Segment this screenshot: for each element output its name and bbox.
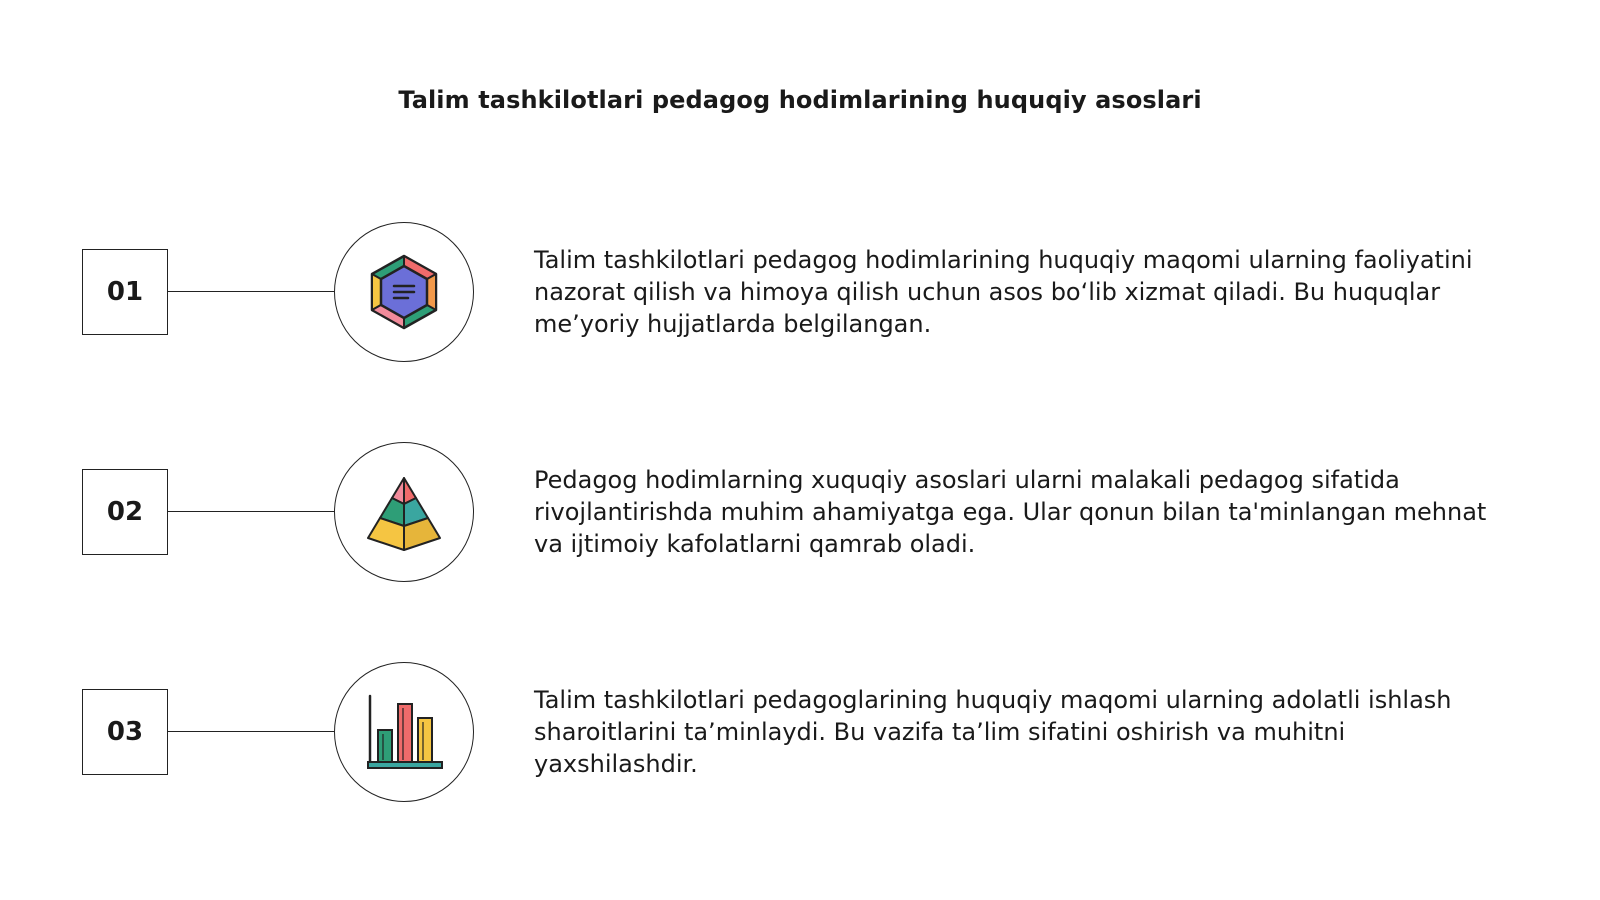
page-title: Talim tashkilotlari pedagog hodimlarining huquqiy asoslari [398,86,1202,114]
icon-circle [334,222,474,362]
pyramid-icon [364,472,444,552]
connector-line [168,731,334,732]
connector-line [168,291,334,292]
icon-circle [334,442,474,582]
bar-chart-icon [364,692,444,772]
hexagon-document-icon [364,252,444,332]
step-number-box: 03 [82,689,168,775]
step-row-1 [0,222,1600,362]
icon-circle [334,662,474,802]
step-description: Talim tashkilotlari pedagoglarining huquqiy maqomi ularning adolatli ishlash sharoitlarini ta’minlaydi. Bu vazifa ta’lim sifatini oshirish va muhitni yaxshilashdir. [534,686,1452,778]
step-number-box: 01 [82,249,168,335]
step-row-2 [0,442,1600,582]
step-description: Pedagog hodimlarning xuquqiy asoslari ularni malakali pedagog sifatida rivojlantirishda muhim ahamiyatga ega. Ular qonun bilan ta'minlangan mehnat va ijtimoiy kafolatlarni qamrab oladi. [534,466,1487,558]
step-row-3 [0,662,1600,802]
step-description: Talim tashkilotlari pedagog hodimlarining huquqiy maqomi ularning faoliyatini nazorat qilish va himoya qilish uchun asos bo‘lib xizmat qiladi. Bu huquqlar me’yoriy hujjatlarda belgilangan. [534,246,1473,338]
step-number-box: 02 [82,469,168,555]
connector-line [168,511,334,512]
